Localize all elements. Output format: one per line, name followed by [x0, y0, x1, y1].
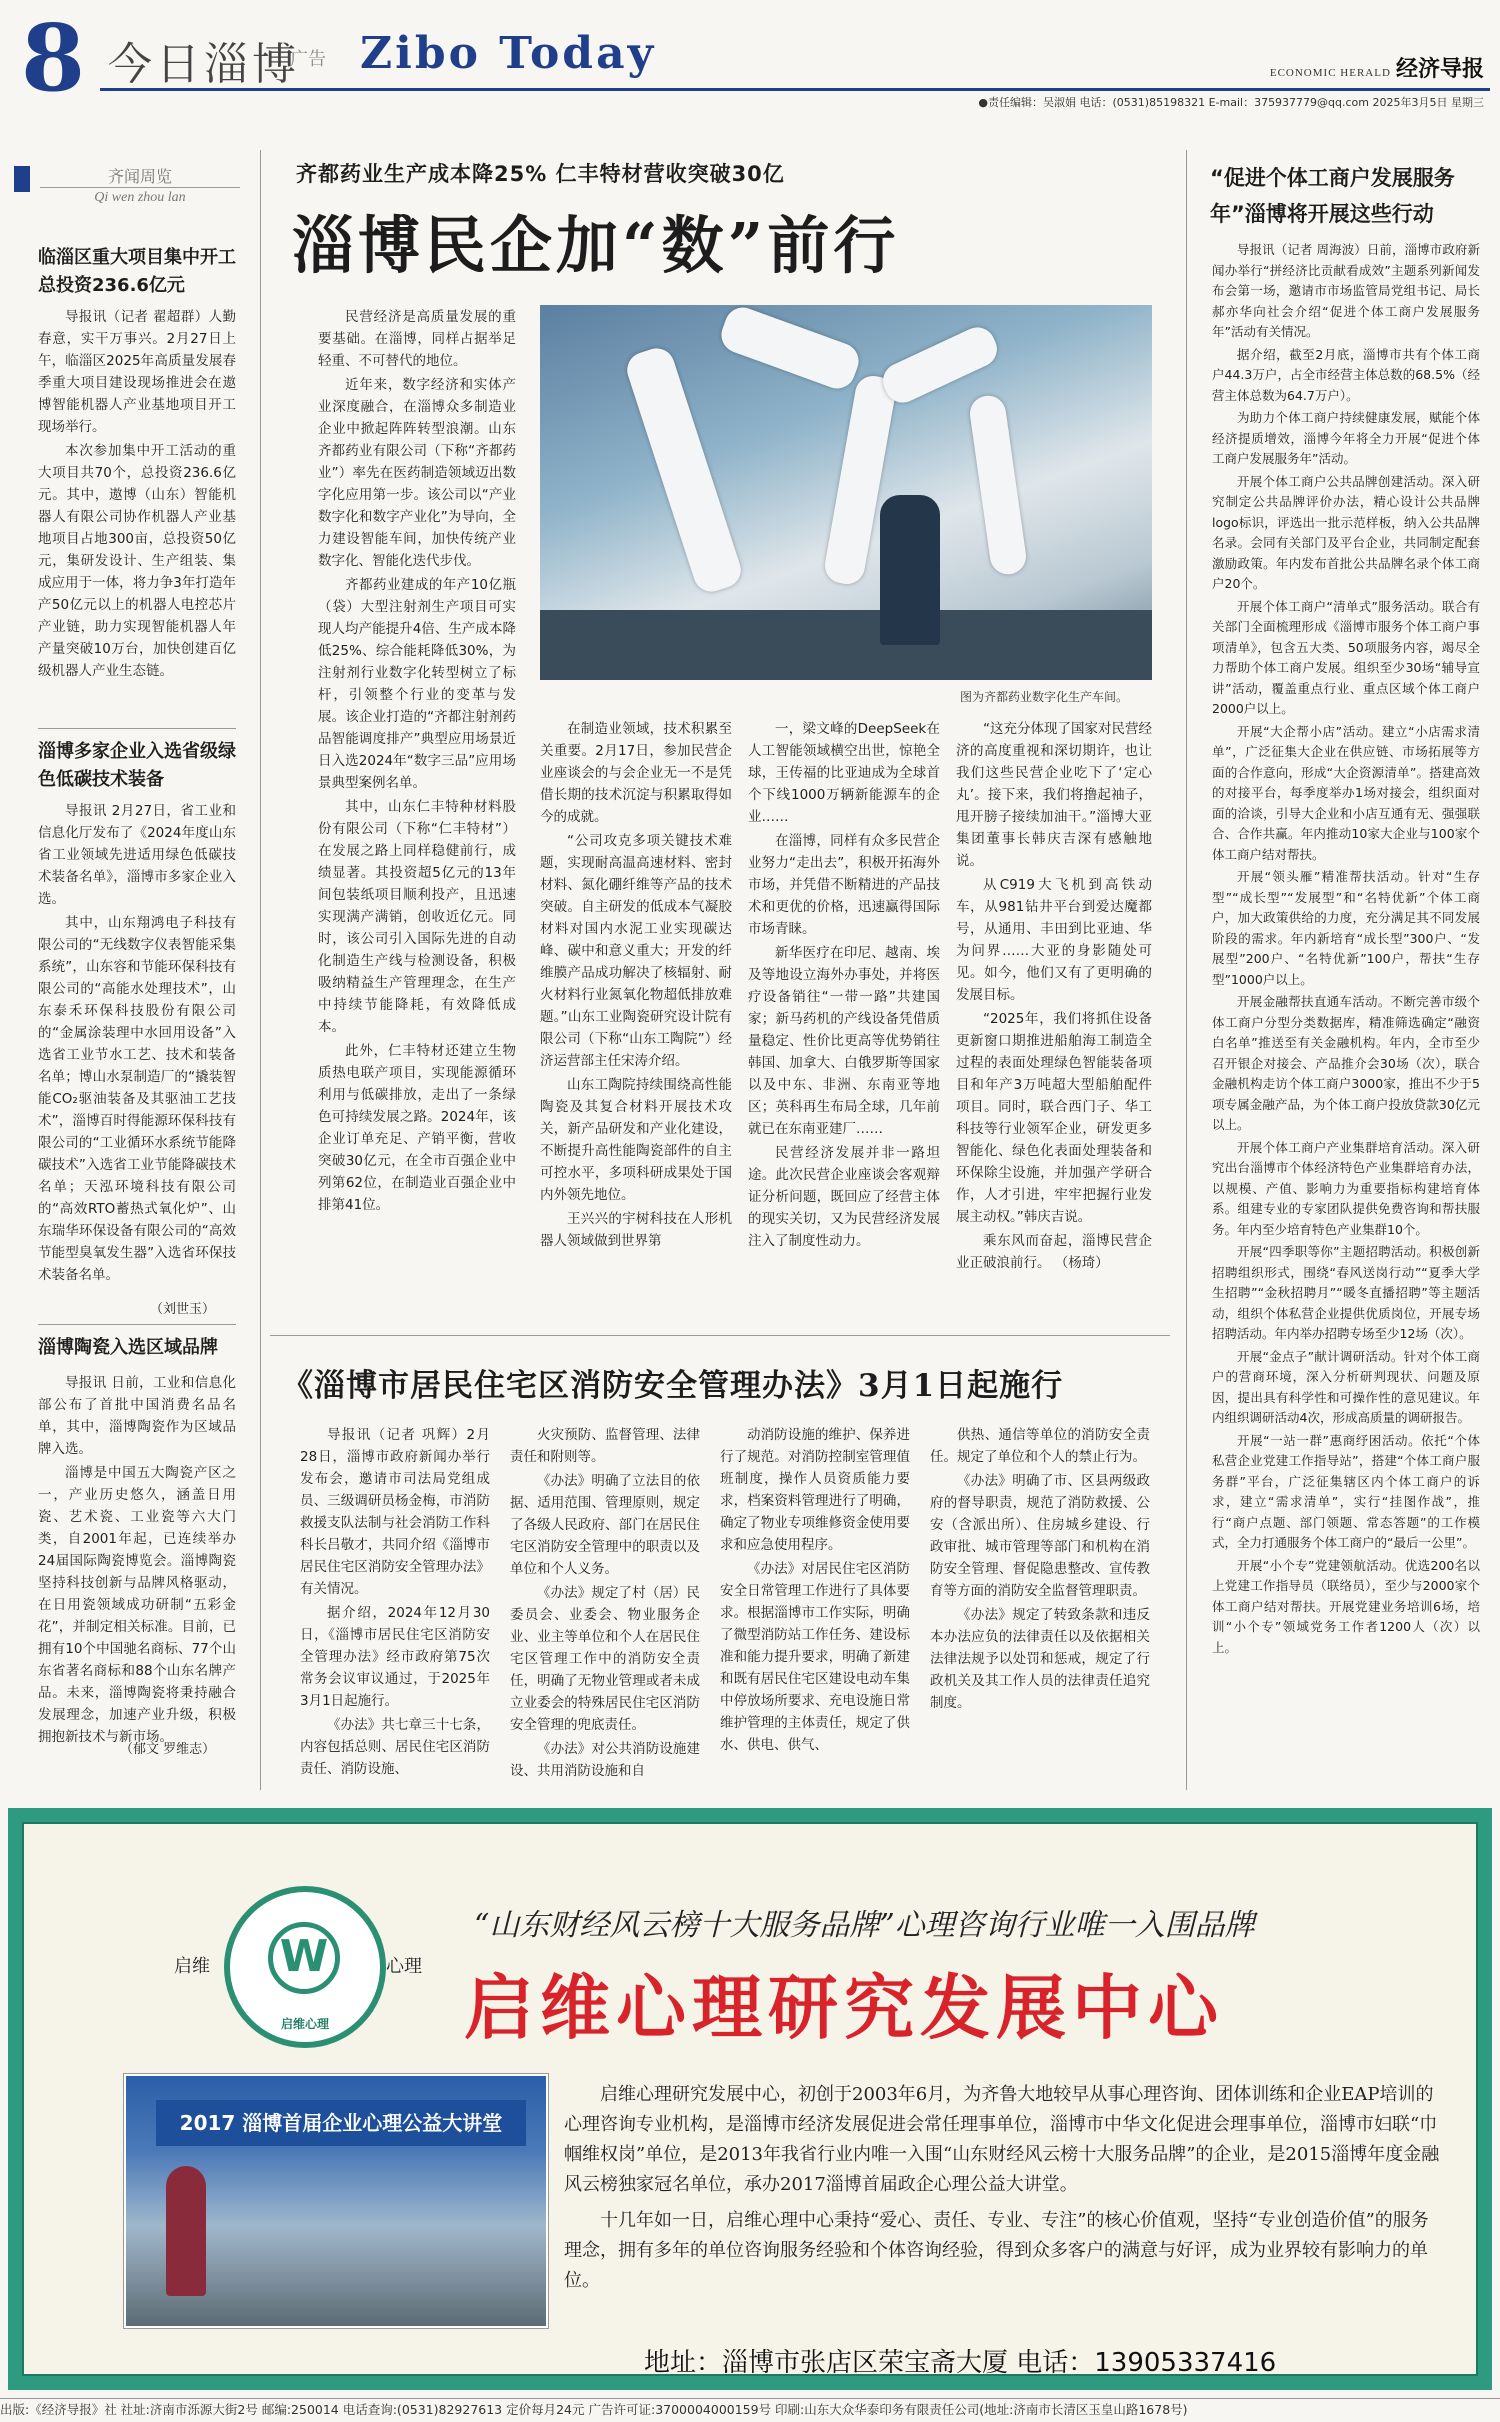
- ad-side-right: 心理: [386, 1956, 422, 1977]
- advertisement: [8, 1808, 1492, 2390]
- law-column-3: [720, 1424, 910, 1794]
- right-para: 开展“小个专”党建领航活动。优选200名以上党建工作指导员（联络员），至少与2000家个体工商户结对帮扶。开展党建业务培训6场，培训“小个专”领域党务工作者1200人（次）以上。: [1212, 1557, 1480, 1655]
- logo-label: 启维心理: [280, 2017, 329, 2031]
- column-label-en: Qi wen zhou lan: [94, 190, 186, 205]
- section-title: 今日淄博: [108, 39, 300, 90]
- masthead-rule: [100, 88, 1490, 91]
- right-para: 开展金融帮扶直通车活动。不断完善市级个体工商户分型分类数据库，精准筛选确定“融资白名单”推送至有关金融机构。年内，全市至少召开银企对接会、产品推介会30场（次），联合金融机构走访个体工商户3000家，推出不少于5项专属金融产品，为个体工商户投放贷款30亿元以上。: [1212, 994, 1480, 1132]
- speaker-figure: [166, 2166, 206, 2296]
- right-para: 开展“金点子”献计调研活动。针对个体工商户的营商环境，深入分析研判现状、问题及原因，提出具有科学性和可操作性的意见建议。年内组织调研活动4次，形成高质量的调研报告。: [1212, 1348, 1480, 1425]
- lead-headline: 淄博民企加“数”前行: [292, 209, 900, 282]
- lead-para: 王兴兴的宇树科技在人形机器人领域做到世界第: [540, 1211, 732, 1249]
- ad-panel: [22, 1822, 1478, 2376]
- law-para: 《办法》明确了立法目的依据、适用范围、管理原则，规定了各级人民政府、部门在居民住宅区消防安全管理中的职责以及单位和个人义务。: [510, 1473, 700, 1577]
- law-para: 《办法》对居民住宅区消防安全日常管理工作进行了具体要求。根据淄博市工作实际，明确了微型消防站工作任务、建设标准和能力提升要求，明确了新建和既有居民住宅区建设电动车集中停放场所要求、充电设施日常维护管理的主体责任，规定了供水、供电、供气、: [720, 1561, 910, 1753]
- footer-imprint: 出版:《经济导报》社 社址:济南市泺源大街2号 邮编:250014 电话查询:(0531)82927613 定价每月24元 广告许可证:3700004000159号 印刷:山东大众华泰印务有限责任公司(地址:济南市长清区玉皇山路1678号): [0, 2398, 1500, 2422]
- right-para: 开展“大企帮小店”活动。建立“小店需求清单”，广泛征集大企业在供应链、市场拓展等方面的合作意向，形成“大企资源清单”。搭建高效的对接平台，每季度举办1场对接会，组织面对面的洽谈，引导大企业和小店互通有无、强强联合、合作共赢。年内推动10家大企业与100家个体工商户结对帮扶。: [1212, 723, 1480, 862]
- law-para: 导报讯（记者 巩辉）2月28日，淄博市政府新闻办举行发布会，邀请市司法局党组成员、三级调研员杨金梅，市消防救援支队法制与社会消防工作科科长吕敬才，共同介绍《淄博市居民住宅区消防安全管理办法》有关情况。: [300, 1427, 490, 1597]
- law-headline: 《淄博市居民住宅区消防安全管理办法》3月1日起施行: [282, 1368, 1064, 1404]
- law-para: 《办法》规定了村（居）民委员会、业委会、物业服务企业、业主等单位和个人在居民住宅区管理工作中的消防安全责任，明确了无物业管理或者未成立业委会的特殊居民住宅区消防安全管理的兜底责任。: [510, 1585, 700, 1733]
- ad-para: 启维心理研究发展中心，初创于2003年6月，为齐鲁大地较早从事心理咨询、团体训练和企业EAP培训的心理咨询专业机构，是淄博市经济发展促进会常任理事单位，淄博市中华文化促进会理事单位，淄博市妇联“巾帼维权岗”单位，是2013年我省行业内唯一入围“山东财经风云榜十大服务品牌”的企业，是2015淄博年度金融风云榜独家冠名单位，承办2017淄博首届政企心理公益大讲堂。: [564, 2084, 1440, 2195]
- lead-para: 近年来，数字经济和实体产业深度融合，在淄博众多制造业企业中掀起阵阵转型浪潮。山东齐都药业有限公司（下称“齐都药业”）率先在医药制造领域迈出数字化应用第一步。该公司以“产业数字化和数字产业化”为导向，全力建设智能车间，加快传统产业数字化、智能化迭代步伐。: [318, 377, 516, 569]
- right-para: 开展“四季职等你”主题招聘活动。积极创新招聘组织形式，围绕“春风送岗行动”“夏季大学生招聘”“金秋招聘月”“暖冬直播招聘”等主题活动，组织个体私营企业提供优质岗位，开展专场招聘活动。年内举办招聘专场至少12场（次）。: [1212, 1244, 1480, 1341]
- lead-para: “2025年，我们将抓住设备更新窗口期推进船舶海工制造全过程的表面处理绿色智能装备项目和年产3万吨超大型船舶配件项目。同时，联合西门子、华工科技等行业领军企业，研发更多智能化、绿色化表面处理装备和环保除尘设施，并加强产学研合作，人才引进，牢牢把握行业发展主动权。”韩庆吉说。: [956, 1011, 1152, 1225]
- lead-para: 一，梁文峰的DeepSeek在人工智能领域横空出世，惊艳全球，王传福的比亚迪成为全球首个下线1000万辆新能源车的企业……: [748, 721, 940, 825]
- lead-para: “这充分体现了国家对民营经济的高度重视和深切期许，也让我们这些民营企业吃下了‘定心丸’。接下来，我们将撸起袖子，甩开膀子接续加油干。”淄博大亚集团董事长韩庆吉深有感触地说。: [956, 721, 1152, 869]
- lead-para: 山东工陶院持续围绕高性能陶瓷及其复合材料开展技术攻关，新产品研发和产业化建设，不断提升高性能陶瓷部件的自主可控水平，多项科研成果处于国内外领先地位。: [540, 1077, 732, 1203]
- paper-name-cn: 经济导报: [1395, 56, 1484, 82]
- story2-para: 导报讯 2月27日，省工业和信息化厅发布了《2024年度山东省工业领域先进适用绿色低碳技术装备名单》，淄博市多家企业入选。: [38, 803, 236, 907]
- column-label: 齐闻周览: [40, 164, 240, 188]
- story3-author: （郁文 罗维志）: [120, 1742, 216, 1757]
- paper-name-en: ECONOMIC HERALD: [1269, 67, 1391, 79]
- story2-headline: 淄博多家企业入选省级绿色低碳技术装备: [38, 741, 236, 790]
- story1-body: [38, 306, 236, 726]
- logo-w-icon: W: [268, 1922, 340, 1994]
- ad-para: 十几年如一日，启维心理中心秉持“爱心、责任、专业、专注”的核心价值观，坚持“专业创造价值”的服务理念，拥有多年的单位咨询服务经验和个体咨询经验，得到众多客户的满意与好评，成为业界较有影响力的单位。: [564, 2210, 1429, 2291]
- law-column-4: [930, 1424, 1150, 1794]
- story3-para: 淄博是中国五大陶瓷产区之一，产业历史悠久，涵盖日用瓷、艺术瓷、工业瓷等六大门类，自2001年起，已连续举办24届国际陶瓷博览会。淄博陶瓷坚持科技创新与品牌风格驱动，在日用瓷领域成功研制“五彩金花”，并制定相关标准。目前，已拥有10个中国驰名商标、77个山东省著名商标和88个山东名牌产品。未来，淄博陶瓷将秉持融合发展理念，加速产业升级，积极拥抱新技术与新市场。: [38, 1465, 236, 1745]
- right-para: 据介绍，截至2月底，淄博市共有个体工商户44.3万户，占全市经营主体总数的68.5%（经营主体总数为64.7万户）。: [1212, 346, 1480, 403]
- divider: [38, 1324, 236, 1325]
- lead-para: 其中，山东仁丰特种材料股份有限公司（下称“仁丰特材”）在发展之路上同样稳健前行，成绩显著。其投资超5亿元的13年间包装纸项目顺利投产，且迅速实现满产满销，创收近亿元。同时，该公司引入国际先进的自动化制造生产线与检测设备，积极吸纳精益生产管理理念，在生产中持续节能降耗，有效降低成本。: [318, 799, 516, 1035]
- lead-para: 乘东风而奋起，淄博民营企业正破浪前行。 （杨琦）: [956, 1233, 1152, 1271]
- lead-para: “公司攻克多项关键技术难题，实现耐高温高速材料、密封材料、氮化硼纤维等产品的技术突破。自主研发的低成本气凝胶材料对国内水泥工业实现碳达峰、碳中和意义重大；开发的纤维膜产品成功解决了核辐射、耐火材料行业氮氧化物超低排放难题。”山东工业陶瓷研究设计院有限公司（下称“山东工陶院”）经济运营部主任宋涛介绍。: [540, 833, 732, 1069]
- lead-para: 在淄博，同样有众多民营企业努力“走出去”，积极开拓海外市场，并凭借不断精进的产品技术和更优的价格，迅速赢得国际市场青睐。: [748, 833, 940, 937]
- story2-para: 其中，山东翔鸿电子科技有限公司的“无线数字仪表智能采集系统”，山东容和节能环保科技有限公司的“高能水处理技术”，山东泰禾环保科技股份有限公司的“金属涂装理中水回用设备”入选省工业节水工艺、技术和装备名单；博山水泵制造厂的“撬装智能CO₂驱油装备及其驱油工艺技术”，淄博百时得能源环保科技有限公司的“工业循环水系统节能降碳技术”入选省工业节能降碳技术名单；天泓环境科技有限公司的“高效RTO蓄热式氧化炉”、山东瑞华环保设备有限公司的“高效节能型臭氧发生器”入选省环保技术装备名单。: [38, 915, 236, 1283]
- story3-headline: 淄博陶瓷入选区域品牌: [38, 1337, 218, 1358]
- event-banner: 2017 淄博首届企业心理公益大讲堂: [156, 2100, 526, 2146]
- photo-caption: 图为齐都药业数字化生产车间。: [960, 690, 1129, 704]
- lead-para: 民营经济是高质量发展的重要基础。在淄博，同样占据举足轻重、不可替代的地位。: [318, 309, 516, 369]
- lead-para: 齐都药业建成的年产10亿瓶（袋）大型注射剂生产项目可实现人均产能提升4倍、生产成本降低25%、综合能耗降低30%，为注射剂行业数字化转型树立了标杆，引领整个行业的变革与发展。该企业打造的“齐都注射剂药品智能调度排产”典型应用场景近日入选2024年“数字三品”应用场景典型案例名单。: [318, 577, 516, 791]
- editor-info: ●责任编辑：吴淑娟 电话：(0531)85198321 E-mail：375937779@qq.com 2025年3月5日 星期三: [978, 96, 1484, 109]
- right-para: 开展个体工商户公共品牌创建活动。深入研究制定公共品牌评价办法，精心设计公共品牌logo标识，评选出一批示范样板，纳入公共品牌名录。会同有关部门及平台企业，共同制定配套激励政策。年内发布首批公共品牌名录个体工商户20个。: [1212, 473, 1480, 591]
- section-title-en: Zibo Today: [360, 28, 657, 79]
- lead-column-4: [956, 718, 1152, 1318]
- law-para: 据介绍，2024年12月30日，《淄博市居民住宅区消防安全管理办法》经市政府第75次常务会议审议通过，于2025年3月1日起施行。: [300, 1605, 490, 1709]
- ad-logo: [224, 1886, 386, 2048]
- divider: [270, 1335, 1170, 1336]
- ad-side-left: 启维: [174, 1956, 210, 1977]
- lead-column-1: [318, 306, 516, 1316]
- lead-column-3: [748, 718, 940, 1318]
- story1-para: 本次参加集中开工活动的重大项目共70个，总投资236.6亿元。其中，遨博（山东）智能机器人有限公司协作机器人产业基地项目占地300亩，总投资50亿元，集研发设计、生产组装、集成应用于一体，将力争3年打造年产50亿元以上的机器人电控芯片产业链，助力实现智能机器人年产量突破10万台，加快创建百亿级机器人产业生态链。: [38, 443, 236, 679]
- law-para: 动消防设施的维护、保养进行了规范。对消防控制室管理值班制度，操作人员资质能力要求，档案资料管理进行了明确，确定了物业专项维修资金使用要求和应急使用程序。: [720, 1427, 910, 1553]
- law-para: 《办法》明确了市、区县两级政府的督导职责，规范了消防救援、公安（含派出所）、住房城乡建设、行政审批、城市管理等部门和机构在消防安全管理、督促隐患整改、宣传教育等方面的消防安全监督管理职责。: [930, 1473, 1150, 1599]
- story3-body: [38, 1372, 236, 1745]
- lead-para: 在制造业领域，技术积累至关重要。2月17日，参加民营企业座谈会的与会企业无一不是凭借长期的技术沉淀与积累取得如今的成就。: [540, 721, 732, 825]
- column-marker: [14, 166, 30, 192]
- lead-para: 新华医疗在印尼、越南、埃及等地设立海外办事处，并将医疗设备销往“一带一路”共建国家；新马药机的产线设备凭借质量稳定、性价比更高等优势销往韩国、加拿大、白俄罗斯等国家以及中东、非洲、东南亚等地区；英科再生布局全球，几年前就已在东南亚建厂……: [748, 945, 940, 1137]
- lead-para: 民营经济发展并非一路坦途。此次民营企业座谈会客观辩证分析问题，既回应了经营主体的现实关切，又为民营经济发展注入了制度性动力。: [748, 1145, 940, 1249]
- column-rule: [260, 150, 261, 1790]
- right-body: [1212, 240, 1480, 1796]
- ad-company-name: 启维心理研究发展中心: [464, 1966, 1224, 2049]
- ad-slogan: “山东财经风云榜十大服务品牌”心理咨询行业唯一入围品牌: [474, 1908, 1255, 1943]
- law-para: 《办法》规定了转致条款和违反本办法应负的法律责任以及依据相关法律法规予以处罚和惩戒，规定了行政机关及其工作人员的法律责任追究制度。: [930, 1607, 1150, 1711]
- law-column-1: [300, 1424, 490, 1794]
- law-para: 《办法》共七章三十七条，内容包括总则、居民住宅区消防责任、消防设施、: [300, 1717, 490, 1777]
- page-number: 8: [20, 4, 85, 112]
- story1-headline: 临淄区重大项目集中开工总投资236.6亿元: [38, 247, 236, 296]
- factory-photo: [540, 305, 1152, 680]
- story3-para: 导报讯 日前，工业和信息化部公布了首批中国消费名品名单，其中，淄博陶瓷作为区域品牌入选。: [38, 1375, 236, 1457]
- story1-para: 导报讯（记者 翟超群）人勤春意，实干万事兴。2月27日上午，临淄区2025年高质量发展春季重大项目建设现场推进会在遨博智能机器人产业基地项目开工现场举行。: [38, 309, 236, 435]
- right-para: 开展“一站一群”惠商纾困活动。依托“个体私营企业党建工作指导站”，搭建“个体工商户服务群”平台，广泛征集辖区内个体工商户的诉求，建立“需求清单”，实行“挂图作战”，推行“商户点题、部门领题、常态答题”的工作模式，全力打通服务个体工商户的“最后一公里”。: [1212, 1432, 1480, 1550]
- lead-para: 此外，仁丰特材还建立生物质热电联产项目，实现能源循环利用与低碳排放，走出了一条绿色可持续发展之路。2024年，该企业订单充足、产销平衡，营收突破30亿元，在全市百强企业中列第62位，在制造业百强企业中排第41位。: [318, 1043, 516, 1213]
- column-rule: [1186, 150, 1187, 1790]
- divider: [38, 728, 236, 729]
- event-photo: [124, 2074, 548, 2328]
- law-para: 《办法》对公共消防设施建设、共用消防设施和自: [510, 1741, 700, 1779]
- right-headline: “促进个体工商户发展服务年”淄博将开展这些行动: [1210, 166, 1455, 226]
- lead-para: 从C919大飞机到高铁动车，从981钻井平台到爱达魔都号，从通用、丰田到比亚迪、华为问界……大亚的身影随处可见。如今，他们又有了更明确的发展目标。: [956, 877, 1152, 1003]
- paper-brand: [1270, 52, 1484, 83]
- law-para: 火灾预防、监督管理、法律责任和附则等。: [510, 1427, 700, 1465]
- law-para: 供热、通信等单位的消防安全责任。规定了单位和个人的禁止行为。: [930, 1427, 1150, 1465]
- lead-subhead: 齐都药业生产成本降25% 仁丰特材营收突破30亿: [296, 162, 785, 186]
- story2-body: [38, 800, 236, 1296]
- ad-address: 地址：淄博市张店区荣宝斋大厦 电话：13905337416: [644, 2348, 1277, 2378]
- right-para: 开展个体工商户产业集群培育活动。深入研究出台淄博市个体经济特色产业集群培育办法，以规模、产值、影响力为重要指标构建培育体系。组建专业的专家团队提供免费咨询和帮扶服务。年内至少培育特色产业集群10个。: [1212, 1139, 1480, 1237]
- story2-author: （刘世玉）: [150, 1302, 216, 1317]
- right-para: 开展个体工商户“清单式”服务活动。联合有关部门全面梳理形成《淄博市服务个体工商户事项清单》，包含五大类、50项服务内容，竭尽全力帮助个体工商户发展。组织至少30场“辅导宣讲”活动，覆盖重点行业、重点区域个体工商户2000户以上。: [1212, 598, 1480, 716]
- right-para: 开展“领头雁”精准帮扶活动。针对“生存型”“成长型”“发展型”和“名特优新”个体工商户，加大政策供给的力度，充分满足其不同发展阶段的需求。年内新培育“成长型”300户、“发展型”200户、“名特优新”100户，帮扶“生存型”1000户以上。: [1212, 869, 1480, 987]
- law-column-2: [510, 1424, 700, 1794]
- lead-column-2: [540, 718, 732, 1318]
- right-para: 为助力个体工商户持续健康发展，赋能个体经济提质增效，淄博今年将全力开展“促进个体工商户发展服务年”活动。: [1212, 410, 1480, 466]
- ad-tag: 广告: [290, 49, 326, 70]
- right-para: 导报讯（记者 周海波）日前，淄博市政府新闻办举行“拼经济比贡献看成效”主题系列新闻发布会第一场，邀请市市场监管局党组书记、局长郝亦华向社会介绍“促进个体工商户发展服务年”活动有关情况。: [1212, 242, 1480, 339]
- ad-body: [564, 2080, 1444, 2302]
